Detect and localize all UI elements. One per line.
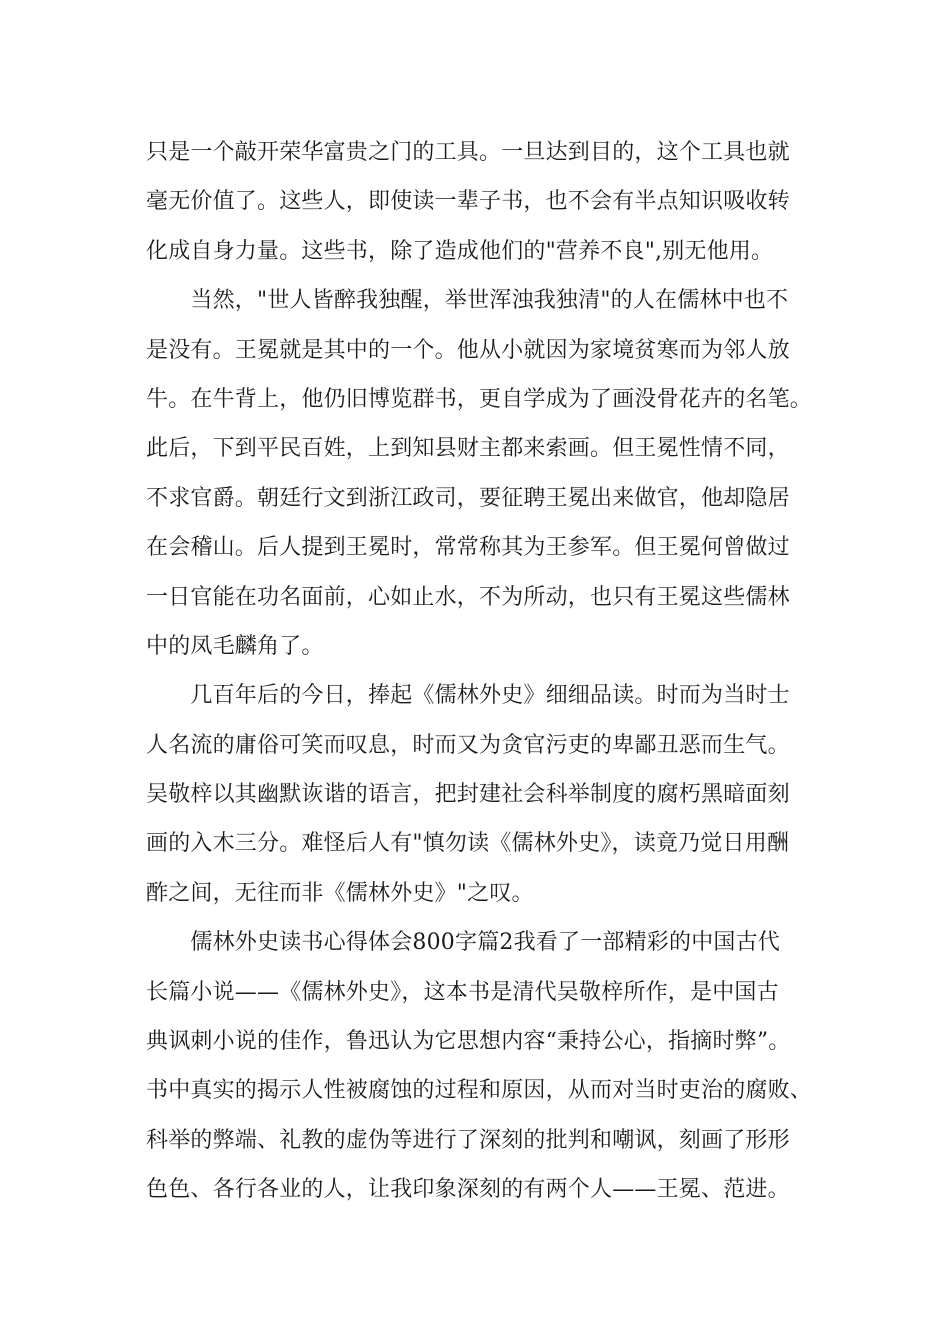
text-line: 典讽刺小说的佳作，鲁迅认为它思想内容“秉持公心，指摘时弊”。 xyxy=(146,1029,791,1055)
text-line: 此后，下到平民百姓，上到知县财主都来索画。但王冕性情不同， xyxy=(146,436,790,462)
text-line: 色色、各行各业的人，让我印象深刻的有两个人——王冕、范进。 xyxy=(146,1177,790,1203)
text-line: 一日官能在功名面前，心如止水，不为所动，也只有王冕这些儒林 xyxy=(146,584,790,610)
paragraph-start-line: 儒林外史读书心得体会800字篇2我看了一部精彩的中国古代 xyxy=(146,930,780,956)
text-line: 在会稽山。后人提到王冕时，常常称其为王参军。但王冕何曾做过 xyxy=(146,535,790,561)
text-line: 只是一个敲开荣华富贵之门的工具。一旦达到目的，这个工具也就 xyxy=(146,140,790,165)
body-text xyxy=(146,128,826,1215)
text-line: 毫无价值了。这些人，即使读一辈子书，也不会有半点知识吸收转 xyxy=(146,189,790,215)
text-line: 人名流的庸俗可笑而叹息，时而又为贪官污吏的卑鄙丑恶而生气。 xyxy=(146,732,790,758)
text-line: 吴敬梓以其幽默诙谐的语言，把封建社会科举制度的腐朽黑暗面刻 xyxy=(146,782,790,808)
text-line: 长篇小说——《儒林外史》，这本书是清代吴敬梓所作，是中国古 xyxy=(146,979,779,1005)
text-line: 不求官爵。朝廷行文到浙江政司，要征聘王冕出来做官，他却隐居 xyxy=(146,485,790,511)
paragraph-start-line: 几百年后的今日，捧起《儒林外史》细细品读。时而为当时士 xyxy=(146,683,790,709)
text-line: 化成自身力量。这些书，除了造成他们的"营养不良",别无他用。 xyxy=(146,238,774,264)
text-line: 画的入木三分。难怪后人有"慎勿读《儒林外史》，读竟乃觉日用酬 xyxy=(146,831,790,857)
text-line: 书中真实的揭示人性被腐蚀的过程和原因，从而对当时吏治的腐败、 xyxy=(146,1078,813,1104)
text-line: 中的凤毛麟角了。 xyxy=(146,633,324,659)
paragraph-start-line: 当然，"世人皆醉我独醒，举世浑浊我独清"的人在儒林中也不 xyxy=(146,288,789,314)
text-line: 酢之间，无往而非《儒林外史》"之叹。 xyxy=(146,880,534,906)
text-line: 是没有。王冕就是其中的一个。他从小就因为家境贫寒而为邻人放 xyxy=(146,337,790,363)
text-line: 科举的弊端、礼教的虚伪等进行了深刻的批判和嘲讽，刻画了形形 xyxy=(146,1127,790,1153)
text-line: 牛。在牛背上，他仍旧博览群书，更自学成为了画没骨花卉的名笔。 xyxy=(146,386,813,412)
